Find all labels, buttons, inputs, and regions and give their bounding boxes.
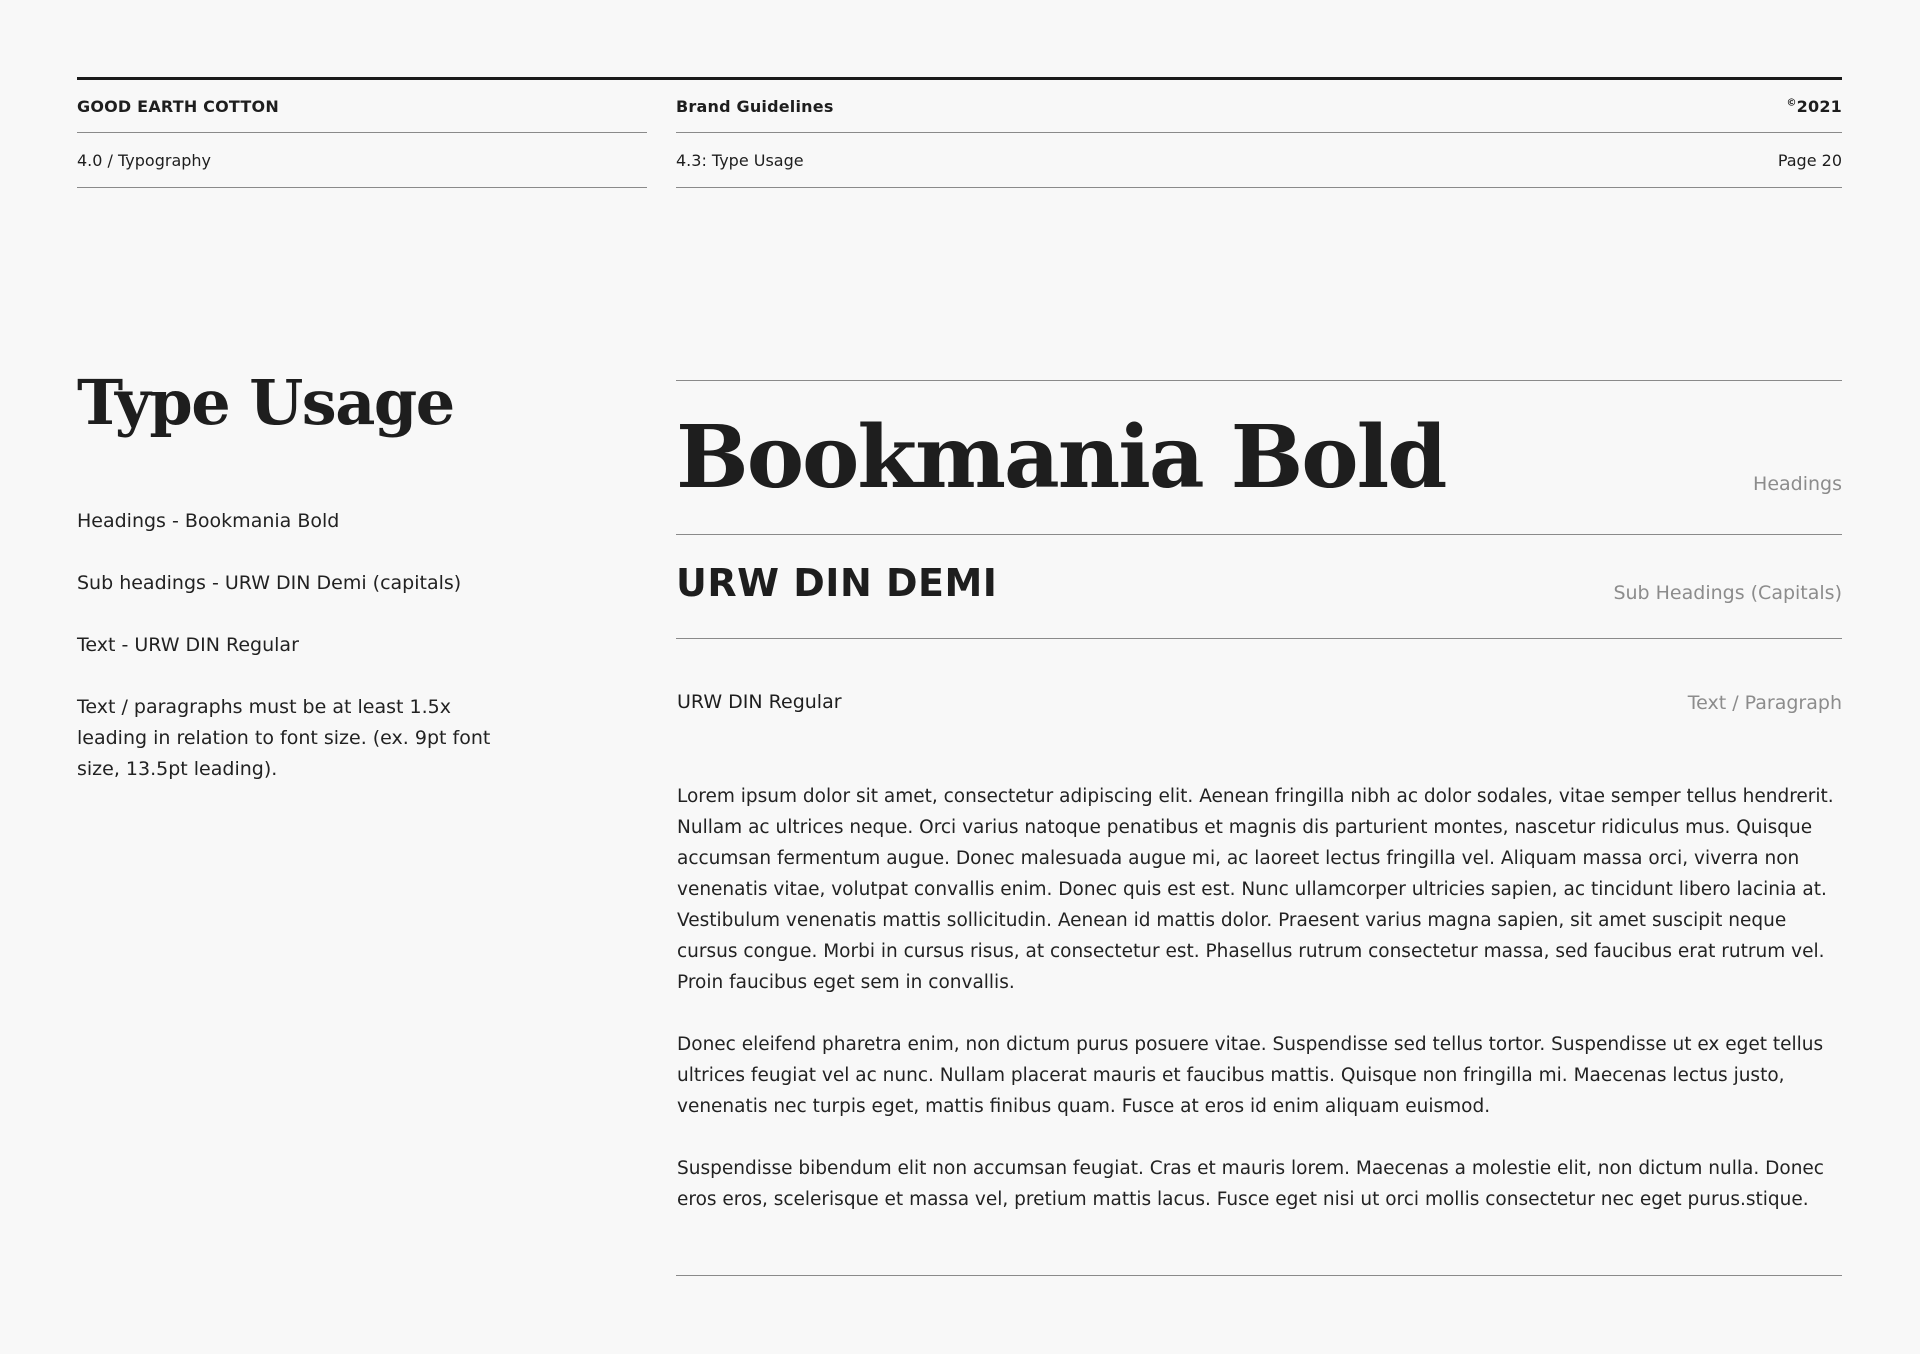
subheading-font-label: Sub Headings (Capitals) — [1613, 582, 1842, 604]
page-number: Page 20 — [1777, 150, 1842, 170]
body-paragraph-3: Suspendisse bibendum elit non accumsan feugiat. Cras et mauris lorem. Maecenas a molestie elit, non dictum nulla. Donec eros eros, scelerisque et massa vel, pretium mattis lacus. Fusce eget nisi ut orci mollis consectetur nec eget purus.stique. — [677, 1158, 1824, 1210]
page-title: Type Usage — [77, 366, 454, 439]
divider-2 — [676, 534, 1842, 535]
header-left — [77, 80, 647, 188]
doc-title-row — [676, 80, 1842, 133]
subheading-font-sample: URW DIN DEMI — [676, 561, 998, 605]
header-right — [676, 80, 1842, 188]
section-row — [77, 133, 647, 188]
copyright-symbol: © — [1786, 97, 1797, 109]
heading-font-label: Headings — [1753, 473, 1842, 495]
text-font-label: Text / Paragraph — [1687, 692, 1842, 714]
text-font-sample: URW DIN Regular — [677, 691, 842, 713]
body-paragraph-2: Donec eleifend pharetra enim, non dictum purus posuere vitae. Suspendisse sed tellus tortor. Suspendisse ut ex eget tellus ultrices feugiat vel ac nunc. Nullam placerat mauris et faucibus mattis. Quisque non fringilla mi. Maecenas lectus justo, venenatis nec turpis eget, mattis finibus quam. Fusce at eros id enim aliquam euismod. — [677, 1034, 1824, 1117]
brand-name: GOOD EARTH COTTON — [77, 96, 279, 116]
note-leading: Text / paragraphs must be at least 1.5x leading in relation to font size. (ex. 9pt font size, 13.5pt leading). — [77, 696, 491, 780]
note-text: Text - URW DIN Regular — [77, 634, 299, 656]
heading-font-sample: Bookmania Bold — [676, 407, 1446, 508]
copyright-year: 2021 — [1796, 96, 1842, 116]
divider-3 — [676, 638, 1842, 639]
section-label: 4.0 / Typography — [77, 150, 212, 170]
doc-title: Brand Guidelines — [676, 96, 834, 116]
note-subheadings: Sub headings - URW DIN Demi (capitals) — [77, 572, 462, 594]
brand-row — [77, 80, 647, 133]
note-headings: Headings - Bookmania Bold — [77, 510, 340, 532]
subsection-row — [676, 133, 1842, 188]
subsection-label: 4.3: Type Usage — [676, 150, 804, 170]
divider-1 — [676, 380, 1842, 381]
body-paragraph-1: Lorem ipsum dolor sit amet, consectetur adipiscing elit. Aenean fringilla nibh ac dolor sodales, vitae semper tellus hendrerit. Nullam ac ultrices neque. Orci varius natoque penatibus et magnis dis parturient montes, nascetur ridiculus mus. Quisque accumsan fermentum augue. Donec malesuada augue mi, ac laoreet lectus fringilla vel. Aliquam massa orci, viverra non venenatis vitae, volutpat convallis enim. Donec quis est est. Nunc ullamcorper ultricies sapien, ac tincidunt libero lacinia at. Vestibulum venenatis mattis sollicitudin. Aenean id mattis dolor. Praesent varius magna sapien, sit amet suscipit neque cursus congue. Morbi in cursus risus, at consectetur est. Phasellus rutrum consectetur massa, sed faucibus erat rutrum vel. Proin faucibus eget sem in convallis. — [677, 786, 1834, 993]
divider-bottom — [676, 1275, 1842, 1276]
copyright — [1786, 97, 1842, 116]
